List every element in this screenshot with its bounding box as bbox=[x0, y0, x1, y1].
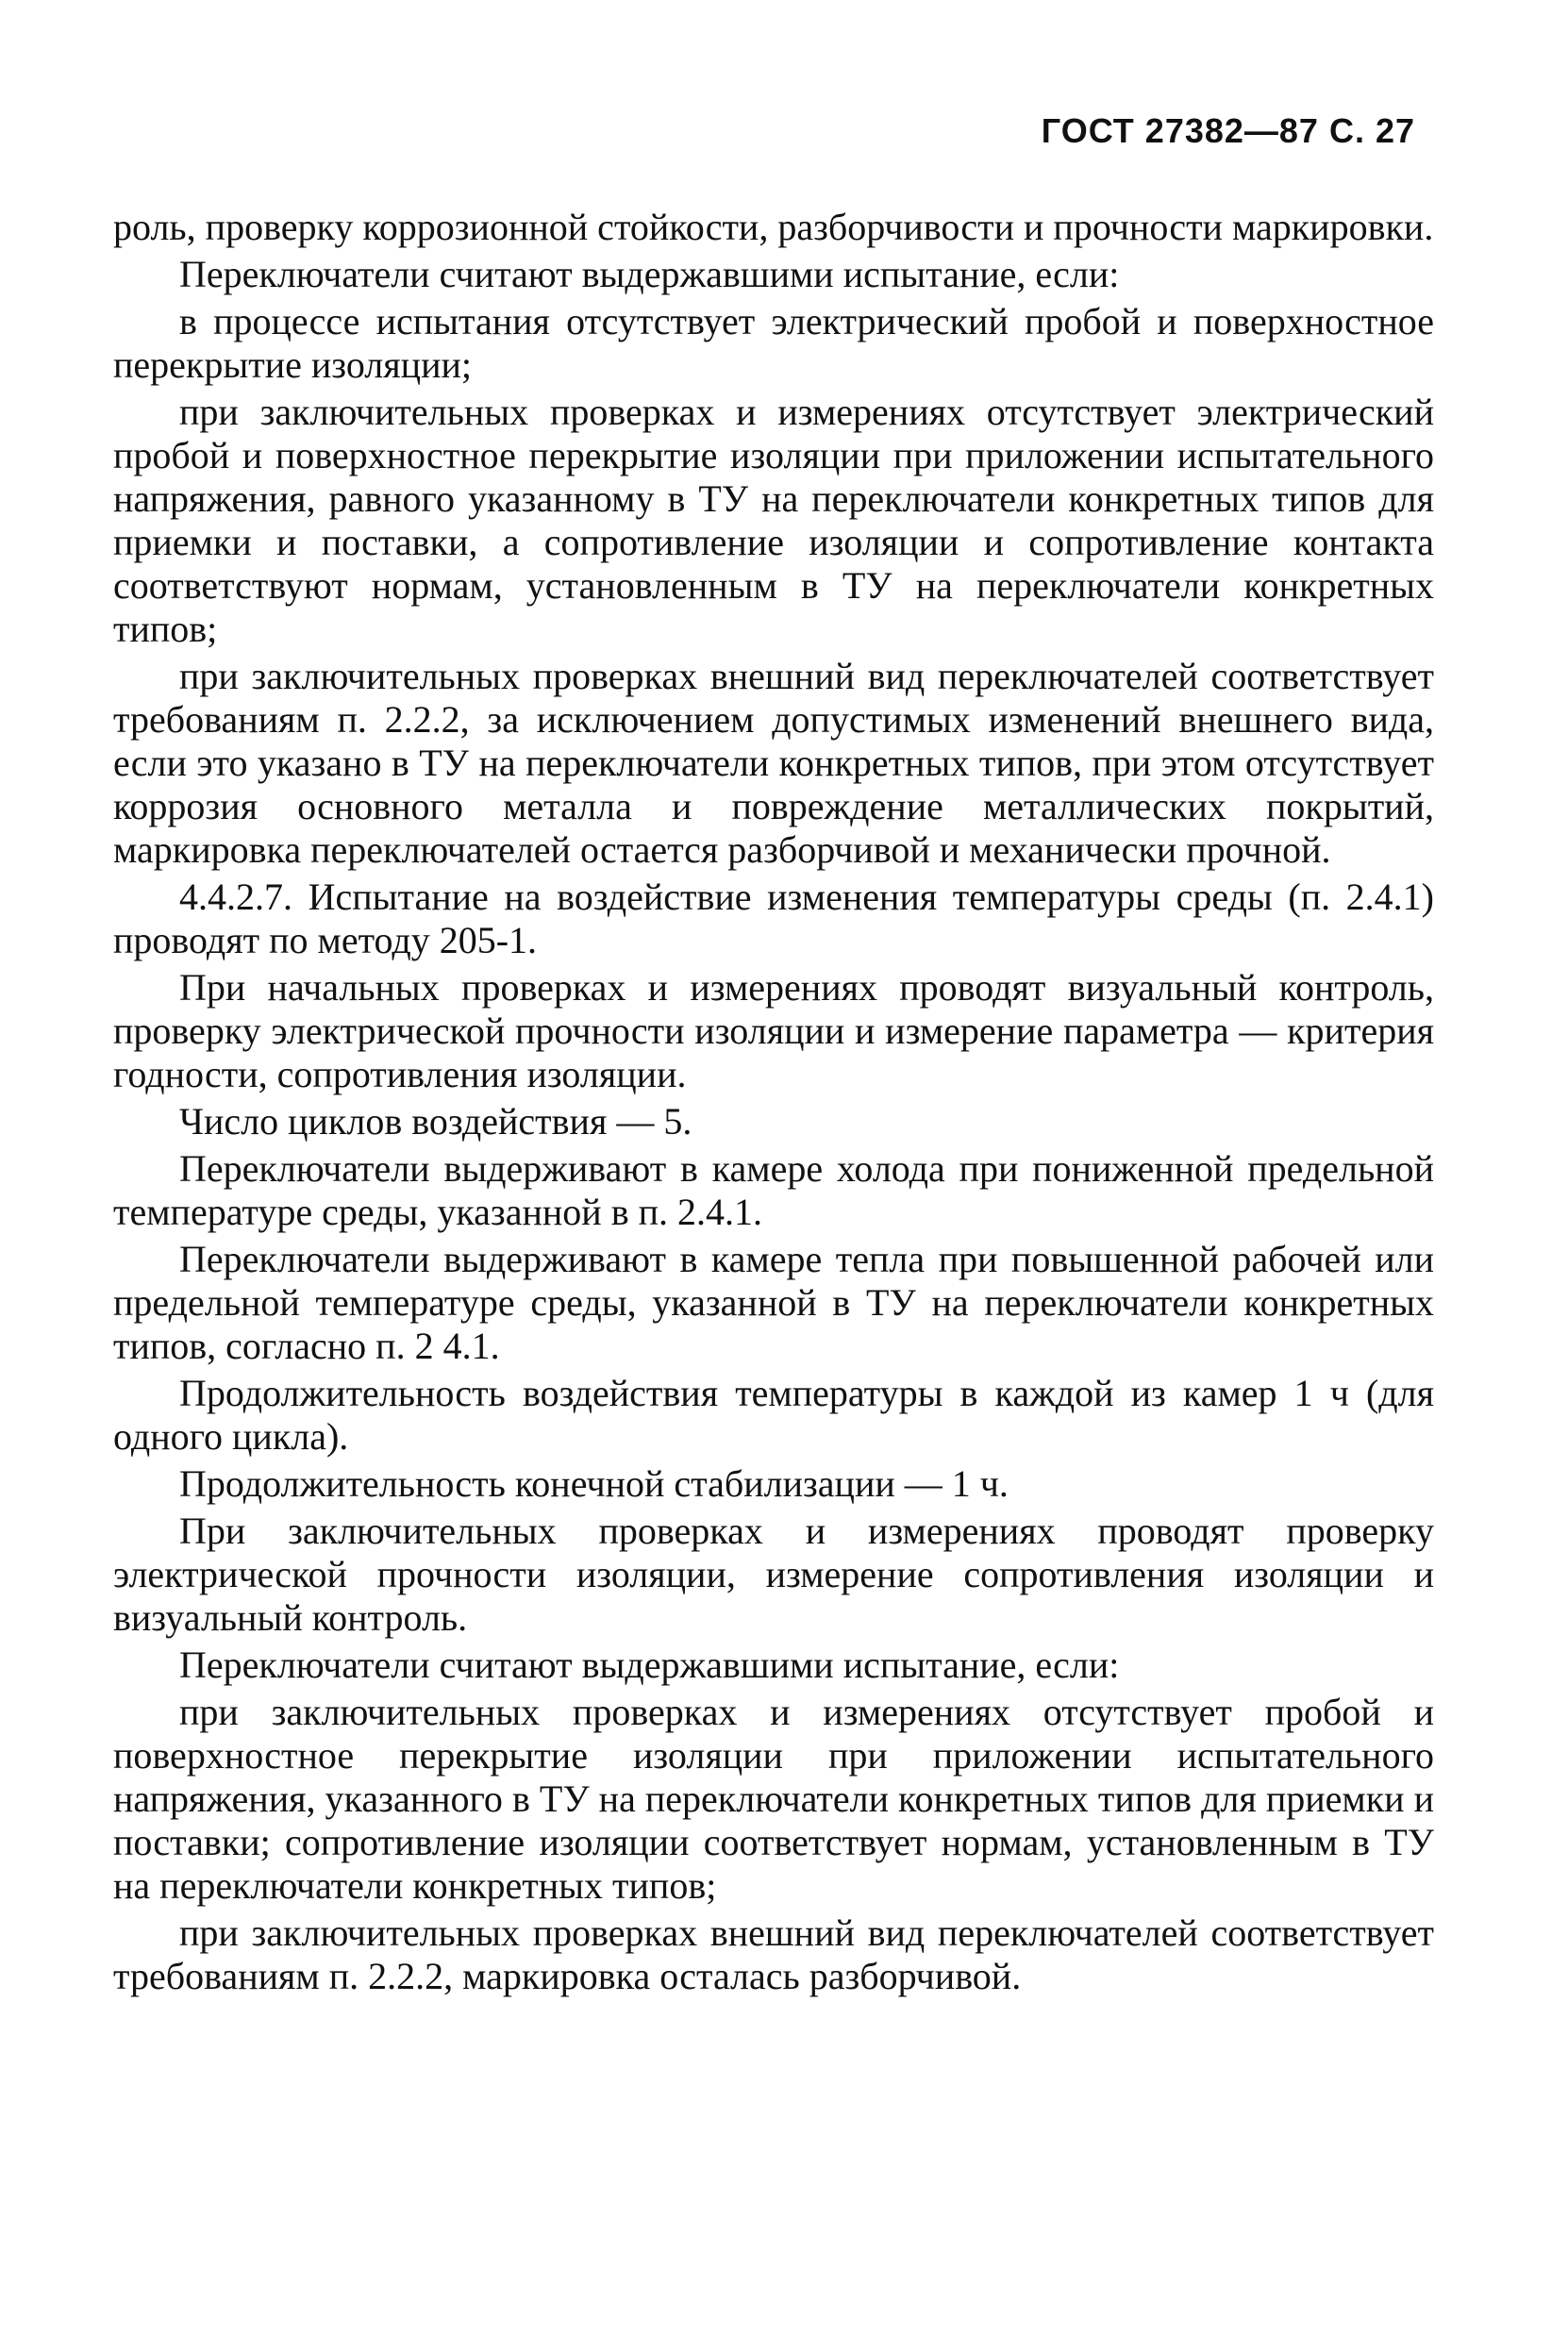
paragraph: Число циклов воздействия — 5. bbox=[179, 1100, 692, 1143]
page-running-head: ГОСТ 27382—87 С. 27 bbox=[1041, 111, 1415, 150]
paragraph-continuation: роль, проверку коррозионной стойкости, разборчивости и прочности маркировки. bbox=[113, 206, 1434, 248]
paragraph: Продолжительность воздействия температуры в каждой из камер 1 ч (для одного цикла). bbox=[113, 1372, 1434, 1458]
document-body bbox=[113, 206, 1434, 2002]
paragraph: при заключительных проверках внешний вид переключателей соответствует требованиям п. 2.2.2, за исключением допустимых изменений внешнего вида, если это указано в ТУ на переключатели конкретных типов, при этом отсутствует коррозия основного металла и повреждение металлических покрытий, маркировка переключателей остается разборчивой и механически прочной. bbox=[113, 655, 1434, 871]
section-paragraph-4-4-2-7: 4.4.2.7. Испытание на воздействие изменения температуры среды (п. 2.4.1) проводят по методу 205-1. bbox=[113, 876, 1434, 961]
paragraph: Переключатели выдерживают в камере тепла при повышенной рабочей или предельной температуре среды, указанной в ТУ на переключатели конкретных типов, согласно п. 2 4.1. bbox=[113, 1238, 1434, 1367]
paragraph: При начальных проверках и измерениях проводят визуальный контроль, проверку электрической прочности изоляции и измерение параметра — критерия годности, сопротивления изоляции. bbox=[113, 966, 1434, 1095]
paragraph: при заключительных проверках и измерениях отсутствует пробой и поверхностное перекрытие изоляции при приложении испытательного напряжения, указанного в ТУ на переключатели конкретных типов для приемки и поставки; сопротивление изоляции соответствует нормам, установленным в ТУ на переключатели конкретных типов; bbox=[113, 1691, 1434, 1907]
paragraph: Переключатели считают выдержавшими испытание, если: bbox=[179, 253, 1120, 295]
paragraph: При заключительных проверках и измерениях проводят проверку электрической прочности изоляции, измерение сопротивления изоляции и визуальный контроль. bbox=[113, 1510, 1434, 1639]
paragraph: Переключатели считают выдержавшими испытание, если: bbox=[179, 1644, 1120, 1686]
paragraph: Переключатели выдерживают в камере холода при пониженной предельной температуре среды, указанной в п. 2.4.1. bbox=[113, 1147, 1434, 1233]
paragraph: при заключительных проверках и измерениях отсутствует электрический пробой и поверхностное перекрытие изоляции при приложении испытательного напряжения, равного указанному в ТУ на переключатели конкретных типов для приемки и поставки, а сопротивление изоляции и сопротивление контакта соответствуют нормам, установленным в ТУ на переключатели конкретных типов; bbox=[113, 391, 1434, 650]
paragraph: Продолжительность конечной стабилизации — 1 ч. bbox=[179, 1462, 1009, 1505]
paragraph: при заключительных проверках внешний вид переключателей соответствует требованиям п. 2.2.2, маркировка осталась разборчивой. bbox=[113, 1911, 1434, 1997]
paragraph: в процессе испытания отсутствует электрический пробой и поверхностное перекрытие изоляции; bbox=[113, 300, 1434, 386]
